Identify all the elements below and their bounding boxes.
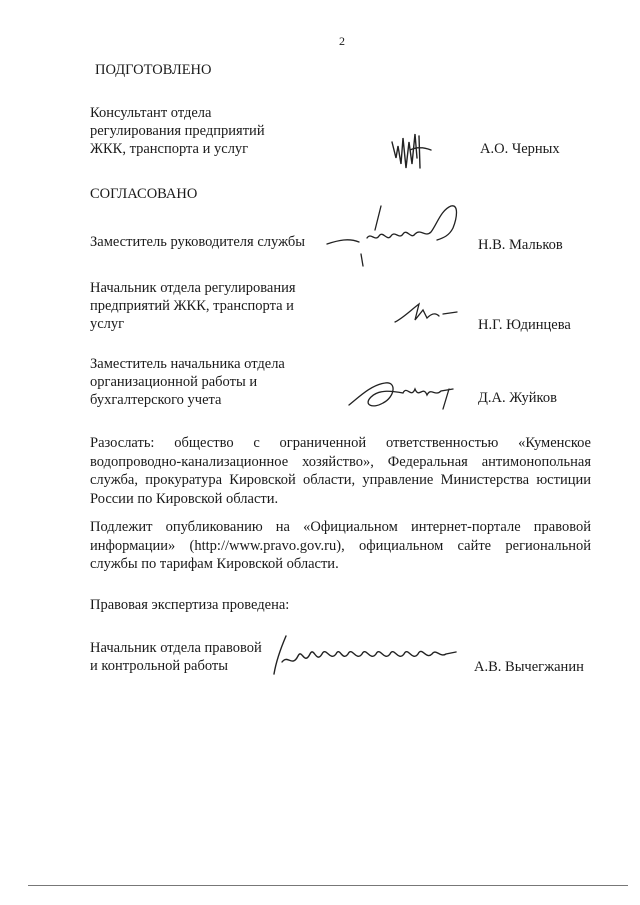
signature-chernykh — [386, 128, 436, 179]
agreed-position-2 — [90, 279, 296, 333]
prepared-position-line: ЖКК, транспорта и услуг — [90, 141, 249, 157]
agreed-heading: СОГЛАСОВАНО — [90, 186, 198, 202]
agreed-position-line: предприятий ЖКК, транспорта и — [90, 298, 294, 314]
agreed-position-line: бухгалтерского учета — [90, 392, 222, 408]
legal-review-position-line: и контрольной работы — [90, 658, 228, 674]
prepared-name: А.О. Черных — [480, 141, 560, 157]
prepared-position-line: регулирования предприятий — [90, 123, 265, 139]
signature-zhuikov — [345, 375, 465, 420]
agreed-name-3: Д.А. Жуйков — [478, 390, 557, 406]
agreed-position-line: Начальник отдела регулирования — [90, 280, 296, 296]
legal-review-heading: Правовая экспертиза проведена: — [90, 597, 290, 613]
signature-vychegzhanin — [270, 632, 460, 682]
page-number: 2 — [339, 34, 345, 48]
publication-paragraph: Подлежит опубликованию на «Официальном интернет-портале правовой информации» (http://www.pravo.gov.ru), официальном сайте региональной службы по тарифам Кировской области. — [90, 519, 591, 572]
distribution-paragraph: Разослать: общество с ограниченной ответственностью «Куменское водопроводно-канализационное хозяйство», Федеральная антимонопольная служба, прокуратура Кировской области, управление Министерства юстиции России по Кировской области. — [90, 435, 591, 507]
prepared-position-line: Консультант отдела — [90, 105, 212, 121]
legal-review-name: А.В. Вычегжанин — [474, 659, 584, 675]
agreed-position-line: Заместитель начальника отдела — [90, 356, 285, 372]
agreed-position-line: организационной работы и — [90, 374, 258, 390]
legal-review-position-line: Начальник отдела правовой — [90, 640, 262, 656]
prepared-position — [90, 104, 265, 158]
agreed-name-2: Н.Г. Юдинцева — [478, 317, 571, 333]
agreed-position-line: услуг — [90, 316, 125, 332]
prepared-heading: ПОДГОТОВЛЕНО — [95, 62, 212, 78]
agreed-position-1 — [90, 233, 305, 251]
footer-divider — [28, 885, 628, 886]
agreed-name-1: Н.В. Мальков — [478, 237, 563, 253]
agreed-position-3 — [90, 355, 285, 409]
signature-yudintseva — [393, 298, 459, 333]
legal-review-position — [90, 639, 262, 675]
agreed-position-line: Заместитель руководителя службы — [90, 234, 306, 250]
signature-malkov — [325, 200, 470, 273]
